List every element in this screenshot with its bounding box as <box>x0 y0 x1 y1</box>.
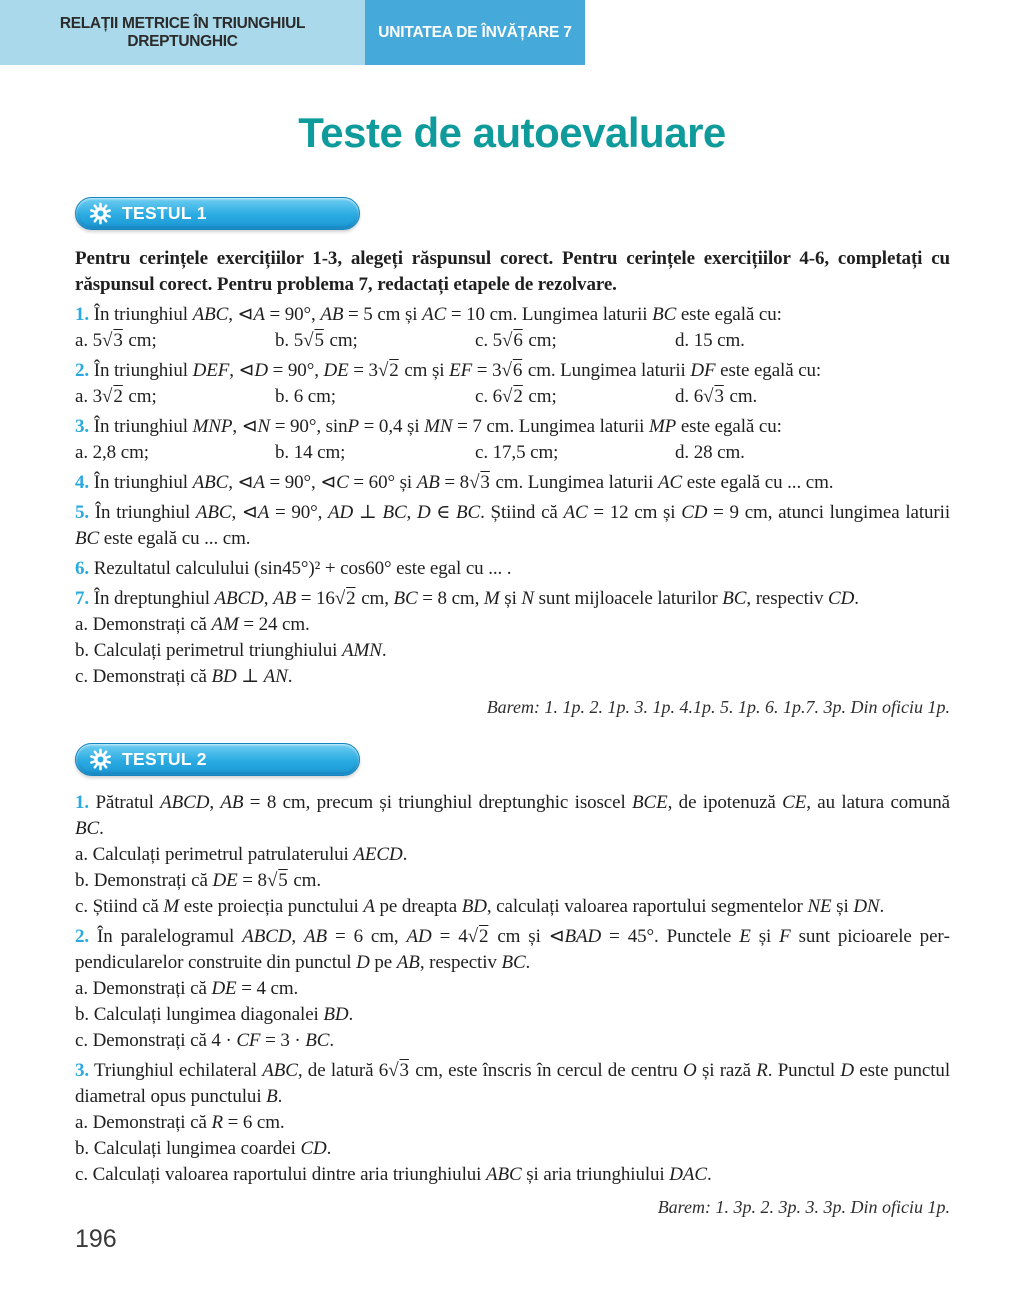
exercise-3 <box>75 414 950 440</box>
gear-icon <box>89 202 112 225</box>
exercise-7-text: În dreptunghiul ABCD, AB = 16√2 cm, BC = 8 cm, M și N sunt mijloacele laturilor BC, respectiv CD. <box>93 588 859 609</box>
test2-exercise-2-number: 2. <box>75 926 90 947</box>
test-1-label: TESTUL 1 <box>122 202 207 223</box>
test2-exercise-3-subitem-a: a. Demonstrați că R = 6 cm. <box>75 1112 285 1133</box>
exercise-2-option-a: a. 3√2 cm; <box>75 386 157 407</box>
exercise-1-option-c: c. 5√6 cm; <box>475 330 557 351</box>
test2-exercise-2-subitem-a: a. Demonstrați că DE = 4 cm. <box>75 978 299 999</box>
test2-exercise-2 <box>75 924 950 976</box>
test2-exercise-2-subitem-c: c. Demonstrați că 4 · CF = 3 · BC. <box>75 1030 335 1051</box>
exercise-6-text: Rezultatul calculului (sin45°)² + cos60° este egal cu ... . <box>93 558 512 579</box>
unit-band <box>365 0 585 65</box>
exercise-6 <box>75 556 950 582</box>
unit-label: UNITATEA DE ÎNVĂȚARE 7 <box>378 23 572 41</box>
test-1-section <box>75 197 950 719</box>
exercise-3-option-c: c. 17,5 cm; <box>475 442 559 463</box>
test-2-label: TESTUL 2 <box>122 748 207 769</box>
test2-exercise-2-text: În paralelogramul ABCD, AB = 6 cm, AD = 4√2 cm și ⊲BAD = 45°. Punctele E și F sunt picioarele perpendicularelor construite din punctul D pe AB, respectiv BC. <box>75 926 950 973</box>
exercise-1-option-d: d. 15 cm. <box>675 330 745 351</box>
test2-exercise-2-subitem-b: b. Calculați lungimea diagonalei BD. <box>75 1004 354 1025</box>
page-header <box>0 0 1024 65</box>
exercise-3-option-b: b. 14 cm; <box>275 442 346 463</box>
exercise-6-number: 6. <box>75 558 90 579</box>
exercise-1-option-a: a. 5√3 cm; <box>75 330 157 351</box>
test2-exercise-3-number: 3. <box>75 1060 90 1081</box>
page-title: Teste de autoevaluare <box>298 109 726 156</box>
exercise-4-text: În triunghiul ABC, ⊲A = 90°, ⊲C = 60° și AB = 8√3 cm. Lungimea laturii AC este egală cu ... cm. <box>93 472 834 493</box>
test-2-grading-scale: Barem: 1. 3p. 2. 3p. 3. 3p. Din oficiu 1p. <box>657 1197 950 1217</box>
test-1-badge <box>75 197 360 230</box>
exercise-5-number: 5. <box>75 502 90 523</box>
test2-exercise-1-text: Pătratul ABCD, AB = 8 cm, precum și triunghiul dreptunghic isoscel BCE, de ipotenuză CE, au latura comună BC. <box>75 792 950 839</box>
exercise-1 <box>75 302 950 328</box>
test2-exercise-3-subitem-b: b. Calculați lungimea coardei CD. <box>75 1138 332 1159</box>
chapter-title: RELAȚII METRICE ÎN TRIUNGHIUL DREPTUNGHIC <box>59 14 306 50</box>
page-content <box>0 197 1024 1219</box>
test-1-instructions: Pentru cerințele exercițiilor 1-3, alegeți răspunsul corect. Pentru cerințele exercițiilor 4-6, completați cu răspunsul corect. Pentru problema 7, redactați etapele de rezolvare. <box>75 248 950 295</box>
test2-exercise-1-subitem-b: b. Demonstrați că DE = 8√5 cm. <box>75 870 322 891</box>
exercise-1-options <box>75 328 950 354</box>
exercise-5 <box>75 500 950 552</box>
exercise-1-number: 1. <box>75 304 90 325</box>
exercise-2-option-b: b. 6 cm; <box>275 386 336 407</box>
exercise-1-text: În triunghiul ABC, ⊲A = 90°, AB = 5 cm și AC = 10 cm. Lungimea laturii BC este egală cu: <box>93 304 782 325</box>
exercise-1-option-b: b. 5√5 cm; <box>275 330 358 351</box>
exercise-2 <box>75 358 950 384</box>
page-number: 196 <box>75 1225 117 1253</box>
exercise-3-option-a: a. 2,8 cm; <box>75 442 149 463</box>
exercise-2-options <box>75 384 950 410</box>
test2-exercise-3-subitem-c: c. Calculați valoarea raportului dintre aria triunghiului ABC și aria triunghiului DAC. <box>75 1164 712 1185</box>
exercise-3-text: În triunghiul MNP, ⊲N = 90°, sinP = 0,4 și MN = 7 cm. Lungimea laturii MP este egală cu: <box>93 416 782 437</box>
gear-icon <box>89 748 112 771</box>
exercise-7-subitem-c: c. Demonstrați că BD ⊥ AN. <box>75 666 293 687</box>
test2-exercise-1-subitem-a: a. Calculați perimetrul patrulaterului AECD. <box>75 844 408 865</box>
exercise-4 <box>75 470 950 496</box>
test-2-section <box>75 743 950 1219</box>
test2-exercise-1-subitem-c: c. Știind că M este proiecția punctului A pe dreapta BD, calculați valoarea raportului segmentelor NE și DN. <box>75 896 885 917</box>
chapter-title-band <box>0 0 365 65</box>
test2-exercise-3 <box>75 1058 950 1110</box>
exercise-3-option-d: d. 28 cm. <box>675 442 745 463</box>
exercise-7-subitem-a: a. Demonstrați că AM = 24 cm. <box>75 614 310 635</box>
exercise-2-number: 2. <box>75 360 90 381</box>
exercise-2-text: În triunghiul DEF, ⊲D = 90°, DE = 3√2 cm și EF = 3√6 cm. Lungimea laturii DF este egală cu: <box>93 360 822 381</box>
exercise-3-number: 3. <box>75 416 90 437</box>
test-1-grading-scale: Barem: 1. 1p. 2. 1p. 3. 1p. 4.1p. 5. 1p. 6. 1p.7. 3p. Din oficiu 1p. <box>486 697 950 717</box>
test2-exercise-3-text: Triunghiul echilateral ABC, de latură 6√3 cm, este înscris în cercul de centru O și rază R. Punctul D este punctul diametral opus punctului B. <box>75 1060 951 1107</box>
exercise-2-option-c: c. 6√2 cm; <box>475 386 557 407</box>
exercise-3-options <box>75 440 950 466</box>
exercise-5-text: În triunghiul ABC, ⊲A = 90°, AD ⊥ BC, D ∈ BC. Știind că AC = 12 cm și CD = 9 cm, atunci lungimea laturii BC este egală cu ... cm. <box>75 502 951 549</box>
exercise-4-number: 4. <box>75 472 90 493</box>
exercise-7-number: 7. <box>75 588 90 609</box>
test2-exercise-1-number: 1. <box>75 792 90 813</box>
test-2-badge <box>75 743 360 776</box>
exercise-2-option-d: d. 6√3 cm. <box>675 386 758 407</box>
exercise-7-subitem-b: b. Calculați perimetrul triunghiului AMN. <box>75 640 387 661</box>
exercise-7 <box>75 586 950 612</box>
test2-exercise-1 <box>75 790 950 842</box>
